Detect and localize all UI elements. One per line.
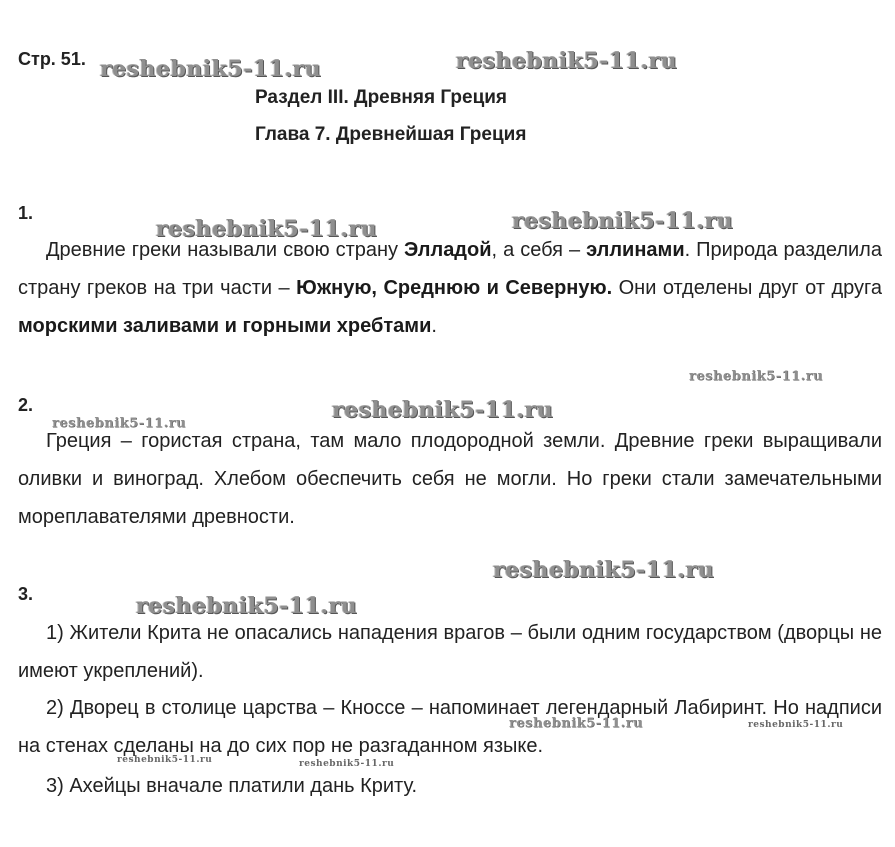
watermark: reshebnik5-11.ru	[299, 759, 395, 769]
watermark: reshebnik5-11.ru	[493, 557, 715, 583]
watermark: reshebnik5-11.ru	[689, 369, 824, 384]
answer-item: 2) Дворец в столице царства – Кноссе – напоминает легендарный Лабиринт. Но надписи на стенах сделаны на до сих пор не разгаданном языке.	[18, 697, 882, 757]
watermark: reshebnik5-11.ru	[509, 716, 644, 731]
answer-item: 3) Ахейцы вначале платили дань Криту.	[46, 775, 417, 797]
answer-item: 1) Жители Крита не опасались нападения врагов – были одним государством (дворцы не имеют укреплений).	[18, 622, 882, 682]
watermark: reshebnik5-11.ru	[332, 397, 554, 423]
page-label: Стр. 51.	[18, 49, 86, 69]
question-number: 3.	[18, 584, 34, 604]
question-number: 2.	[18, 395, 34, 415]
question-number: 1.	[18, 203, 34, 223]
watermark: reshebnik5-11.ru	[117, 755, 213, 765]
watermark: reshebnik5-11.ru	[156, 216, 378, 242]
watermark: reshebnik5-11.ru	[456, 48, 678, 74]
answer-paragraph: Древние греки называли свою страну Элладой, а себя – эллинами. Природа разделила страну греков на три части – Южную, Среднюю и Северную. Они отделены друг от друга морскими заливами и горными хребтами.	[18, 239, 882, 337]
answer-paragraph: Греция – гористая страна, там мало плодородной земли. Древние греки выращивали оливки и виноград. Хлебом обеспечить себя не могли. Но греки стали замечательными мореплавателями древности.	[18, 430, 882, 528]
watermark: reshebnik5-11.ru	[136, 593, 358, 619]
watermark: reshebnik5-11.ru	[52, 416, 187, 431]
watermark: reshebnik5-11.ru	[512, 208, 734, 234]
chapter-title: Глава 7. Древнейшая Греция	[255, 124, 527, 145]
section-title: Раздел III. Древняя Греция	[255, 87, 508, 108]
watermark: reshebnik5-11.ru	[100, 56, 322, 82]
watermark: reshebnik5-11.ru	[748, 720, 844, 730]
